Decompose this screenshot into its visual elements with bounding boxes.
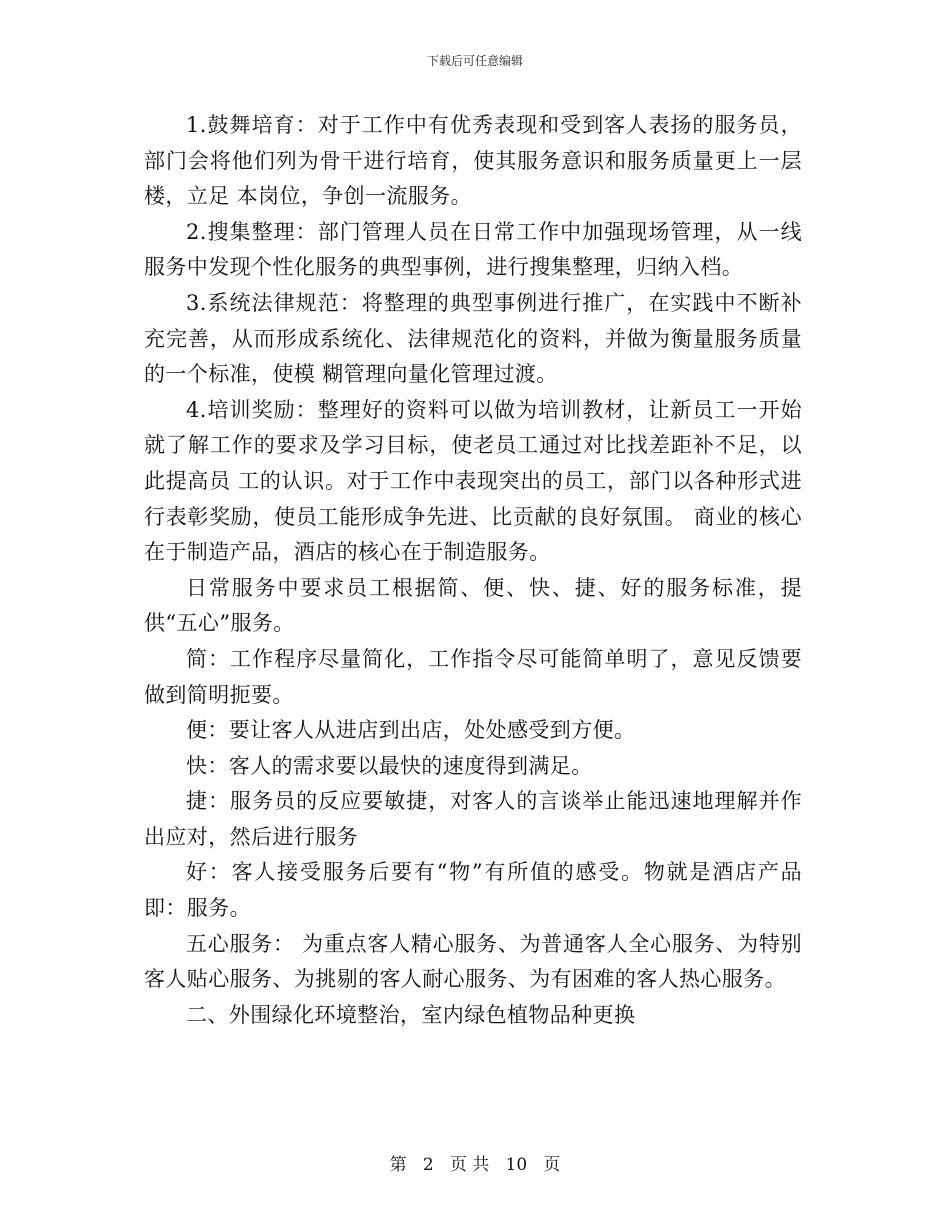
footer-total-pages: 10 xyxy=(505,1155,528,1175)
paragraph-daily-service: 日常服务中要求员工根据简、便、快、捷、好的服务标准，提供“五心”服务。 xyxy=(144,575,802,636)
header-text: 下载后可任意编辑 xyxy=(426,54,523,68)
footer-current-page: 2 xyxy=(422,1155,434,1175)
footer-prefix: 第 xyxy=(389,1155,407,1175)
paragraph-good: 好：客人接受服务后要有“物”有所值的感受。物就是酒店产品即：服务。 xyxy=(144,860,802,921)
paragraph-systematic-standard: 3.系统法律规范：将整理的典型事例进行推广，在实践中不断补充完善，从而形成系统化、法律规范化的资料，并做为衡量服务质量的一个标准，使模 糊管理向量化管理过渡。 xyxy=(144,290,802,387)
page-header xyxy=(0,53,950,69)
paragraph-convenient: 便：要让客人从进店到出店，处处感受到方便。 xyxy=(186,718,636,743)
paragraph-quick: 捷：服务员的反应要敏捷，对客人的言谈举止能迅速地理解并作出应对，然后进行服务 xyxy=(144,789,802,849)
paragraph-simple: 简：工作程序尽量简化，工作指令尽可能简单明了，意见反馈要做到简明扼要。 xyxy=(144,646,802,707)
paragraph-training-reward: 4.培训奖励：整理好的资料可以做为培训教材，让新员工一开始就了解工作的要求及学习目标，使老员工通过对比找差距补不足，以此提高员 工的认识。对于工作中表现突出的员工，部门以各种形式进行表彰奖励，使员工能形成争先进、比贡献的良好氛围。 商业的核心在于制造产品，酒店的核心在于制造服务。 xyxy=(144,397,802,565)
page-body xyxy=(144,108,802,1033)
paragraph-fast: 快：客人的需求要以最快的速度得到满足。 xyxy=(186,753,593,778)
footer-middle: 页 共 xyxy=(449,1155,490,1175)
section-heading-greening: 二、外围绿化环境整治，室内绿色植物品种更换 xyxy=(186,1002,636,1027)
paragraph-collect-organize: 2.搜集整理：部门管理人员在日常工作中加强现场管理，从一线服务中发现个性化服务的典型事例，进行搜集整理，归纳入档。 xyxy=(144,219,802,280)
paragraph-encourage-training: 1.鼓舞培育：对于工作中有优秀表现和受到客人表扬的服务员，部门会将他们列为骨干进行培育，使其服务意识和服务质量更上一层楼，立足 本岗位，争创一流服务。 xyxy=(144,113,802,209)
footer-suffix: 页 xyxy=(543,1155,561,1175)
page-footer xyxy=(0,1154,950,1176)
paragraph-five-heart-service: 五心服务： 为重点客人精心服务、为普通客人全心服务、为特别客人贴心服务、为挑剔的客人耐心服务、为有困难的客人热心服务。 xyxy=(144,931,802,992)
